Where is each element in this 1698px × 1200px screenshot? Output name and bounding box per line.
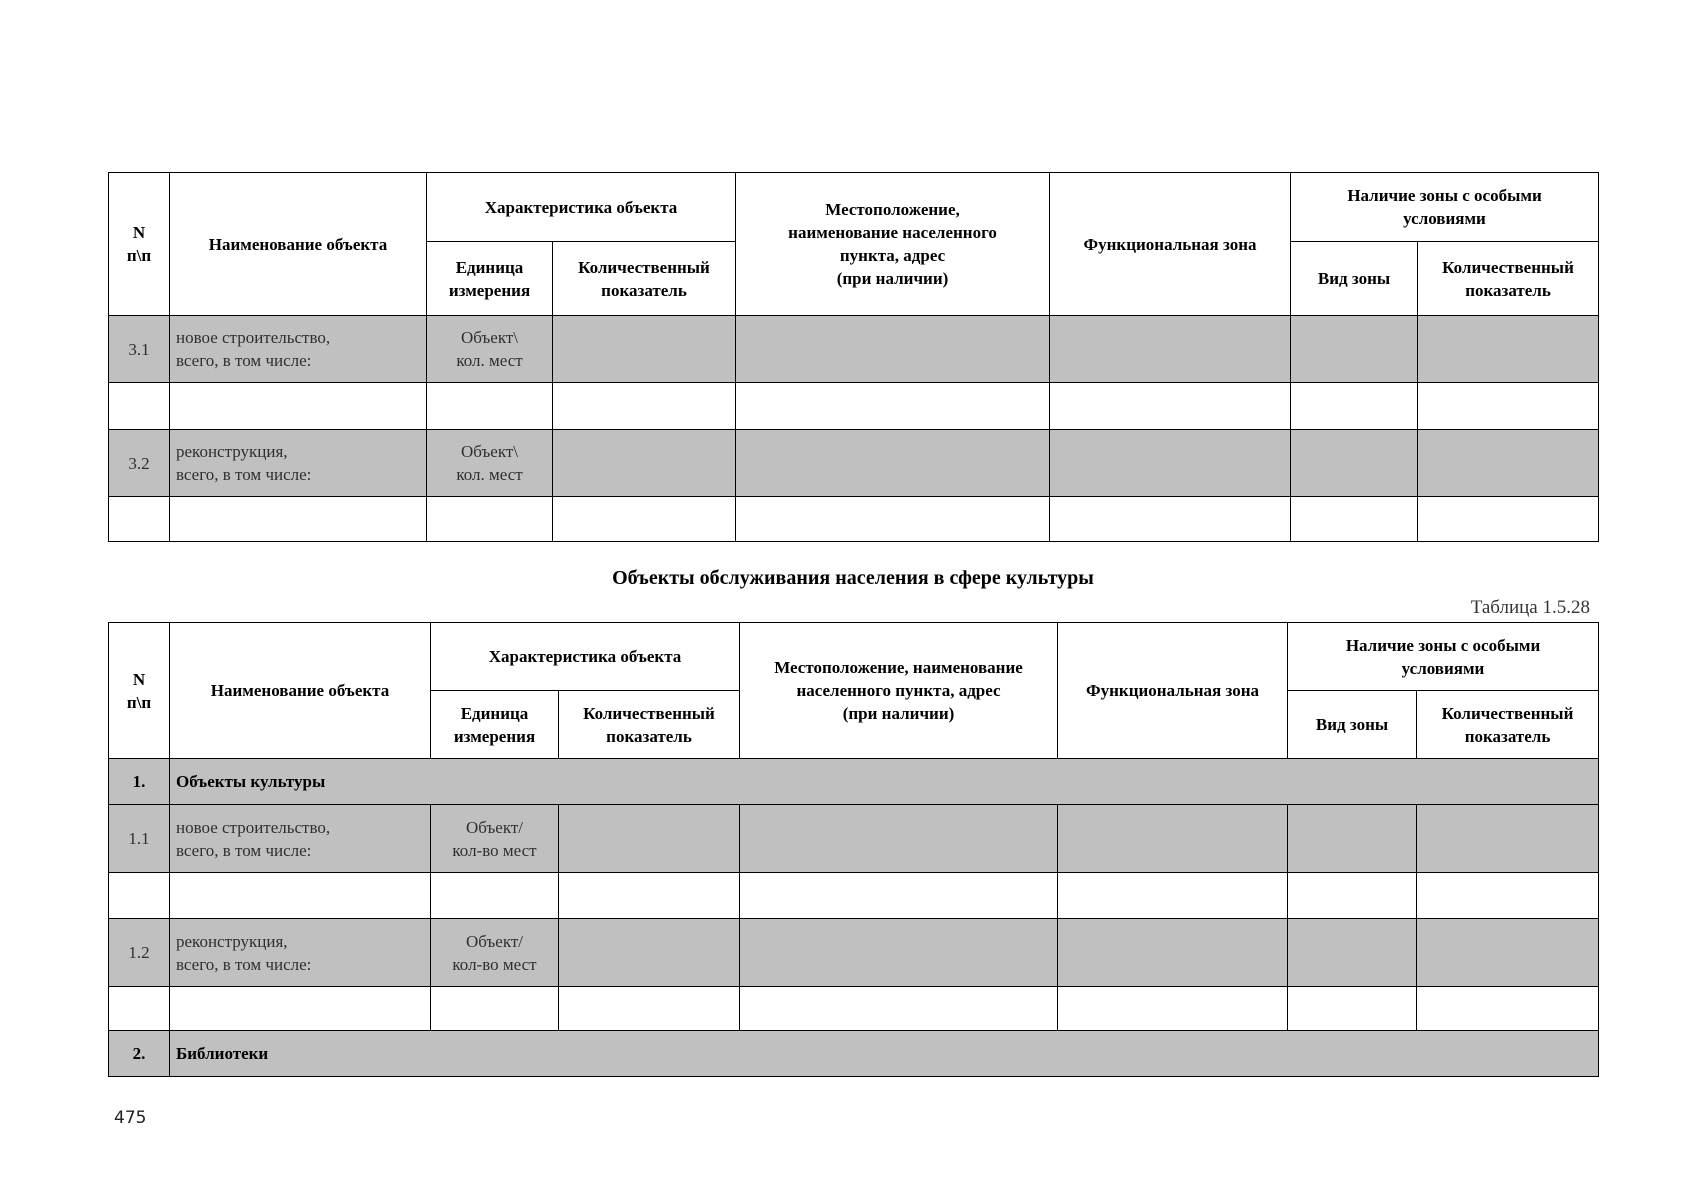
header-special-zone: Наличие зоны с особыми условиями xyxy=(1288,623,1599,691)
header-unit: Единица измерения xyxy=(427,242,553,316)
row-zone-type xyxy=(1291,383,1418,430)
header-location: Местоположение, наименование населенного пункта, адрес (при наличии) xyxy=(736,173,1050,316)
table-row xyxy=(109,987,1599,1031)
row-name: новое строительство, всего, в том числе: xyxy=(170,316,427,383)
header-name: Наименование объекта xyxy=(170,173,427,316)
table-row xyxy=(109,873,1599,919)
row-location xyxy=(740,873,1058,919)
row-zone xyxy=(1058,987,1288,1031)
row-num: 1.2 xyxy=(109,919,170,987)
table-row xyxy=(109,497,1599,542)
row-zone xyxy=(1050,316,1291,383)
section-row xyxy=(109,1031,1599,1077)
header-zone-quantity: Количественный показатель xyxy=(1417,691,1599,759)
row-zone xyxy=(1058,873,1288,919)
header-unit: Единица измерения xyxy=(431,691,559,759)
row-name: новое строительство, всего, в том числе: xyxy=(170,805,431,873)
row-zone xyxy=(1050,430,1291,497)
row-location xyxy=(736,430,1050,497)
row-unit xyxy=(427,383,553,430)
section-name: Объекты культуры xyxy=(170,759,1599,805)
row-zone-type xyxy=(1288,873,1417,919)
row-zone-quantity xyxy=(1417,805,1599,873)
header-characteristic: Характеристика объекта xyxy=(427,173,736,242)
row-quantity xyxy=(553,383,736,430)
section-title: Объекты обслуживания населения в сфере культуры xyxy=(612,567,1094,589)
row-unit: Объект\ кол. мест xyxy=(427,430,553,497)
section-row xyxy=(109,759,1599,805)
row-quantity xyxy=(553,497,736,542)
row-unit xyxy=(427,497,553,542)
table-row xyxy=(109,383,1599,430)
row-zone-type xyxy=(1288,805,1417,873)
table-caption: Таблица 1.5.28 xyxy=(1470,597,1590,618)
row-zone xyxy=(1058,919,1288,987)
row-zone-quantity xyxy=(1418,316,1599,383)
page-number: 475 xyxy=(114,1108,147,1128)
row-location xyxy=(740,919,1058,987)
row-num xyxy=(109,497,170,542)
row-name: реконструкция, всего, в том числе: xyxy=(170,430,427,497)
row-zone-quantity xyxy=(1418,383,1599,430)
section-num: 2. xyxy=(109,1031,170,1077)
header-zone: Функциональная зона xyxy=(1058,623,1288,759)
header-num: N п\п xyxy=(109,623,170,759)
row-name xyxy=(170,987,431,1031)
row-zone-type xyxy=(1288,987,1417,1031)
row-quantity xyxy=(559,805,740,873)
row-zone-type xyxy=(1288,919,1417,987)
row-quantity xyxy=(553,316,736,383)
header-quantity: Количественный показатель xyxy=(553,242,736,316)
row-zone xyxy=(1050,383,1291,430)
header-location: Местоположение, наименование населенного пункта, адрес (при наличии) xyxy=(740,623,1058,759)
row-zone xyxy=(1050,497,1291,542)
table-row xyxy=(109,316,1599,383)
culture-objects-table xyxy=(108,622,1599,1077)
row-name xyxy=(170,497,427,542)
row-zone-type xyxy=(1291,316,1418,383)
upper-table xyxy=(108,172,1599,542)
row-quantity xyxy=(559,919,740,987)
header-quantity: Количественный показатель xyxy=(559,691,740,759)
row-zone-quantity xyxy=(1417,919,1599,987)
header-name: Наименование объекта xyxy=(170,623,431,759)
row-unit: Объект\ кол. мест xyxy=(427,316,553,383)
row-unit xyxy=(431,987,559,1031)
header-zone-type: Вид зоны xyxy=(1291,242,1418,316)
row-num: 1.1 xyxy=(109,805,170,873)
row-zone-type xyxy=(1291,430,1418,497)
row-quantity xyxy=(559,873,740,919)
row-num xyxy=(109,383,170,430)
header-num: N п\п xyxy=(109,173,170,316)
table-row xyxy=(109,919,1599,987)
row-location xyxy=(736,316,1050,383)
header-special-zone: Наличие зоны с особыми условиями xyxy=(1291,173,1599,242)
row-unit: Объект/ кол-во мест xyxy=(431,805,559,873)
row-quantity xyxy=(553,430,736,497)
row-name xyxy=(170,873,431,919)
header-zone-quantity: Количественный показатель xyxy=(1418,242,1599,316)
row-location xyxy=(740,805,1058,873)
row-unit xyxy=(431,873,559,919)
row-num xyxy=(109,987,170,1031)
row-zone-quantity xyxy=(1417,987,1599,1031)
section-name: Библиотеки xyxy=(170,1031,1599,1077)
row-location xyxy=(740,987,1058,1031)
table-row xyxy=(109,805,1599,873)
table-row xyxy=(109,430,1599,497)
row-zone-quantity xyxy=(1418,430,1599,497)
row-name: реконструкция, всего, в том числе: xyxy=(170,919,431,987)
row-unit: Объект/ кол-во мест xyxy=(431,919,559,987)
row-num: 3.2 xyxy=(109,430,170,497)
row-num xyxy=(109,873,170,919)
row-location xyxy=(736,497,1050,542)
row-zone-quantity xyxy=(1417,873,1599,919)
row-zone-quantity xyxy=(1418,497,1599,542)
row-quantity xyxy=(559,987,740,1031)
section-num: 1. xyxy=(109,759,170,805)
row-zone xyxy=(1058,805,1288,873)
header-zone: Функциональная зона xyxy=(1050,173,1291,316)
row-zone-type xyxy=(1291,497,1418,542)
header-zone-type: Вид зоны xyxy=(1288,691,1417,759)
header-characteristic: Характеристика объекта xyxy=(431,623,740,691)
row-location xyxy=(736,383,1050,430)
row-name xyxy=(170,383,427,430)
row-num: 3.1 xyxy=(109,316,170,383)
